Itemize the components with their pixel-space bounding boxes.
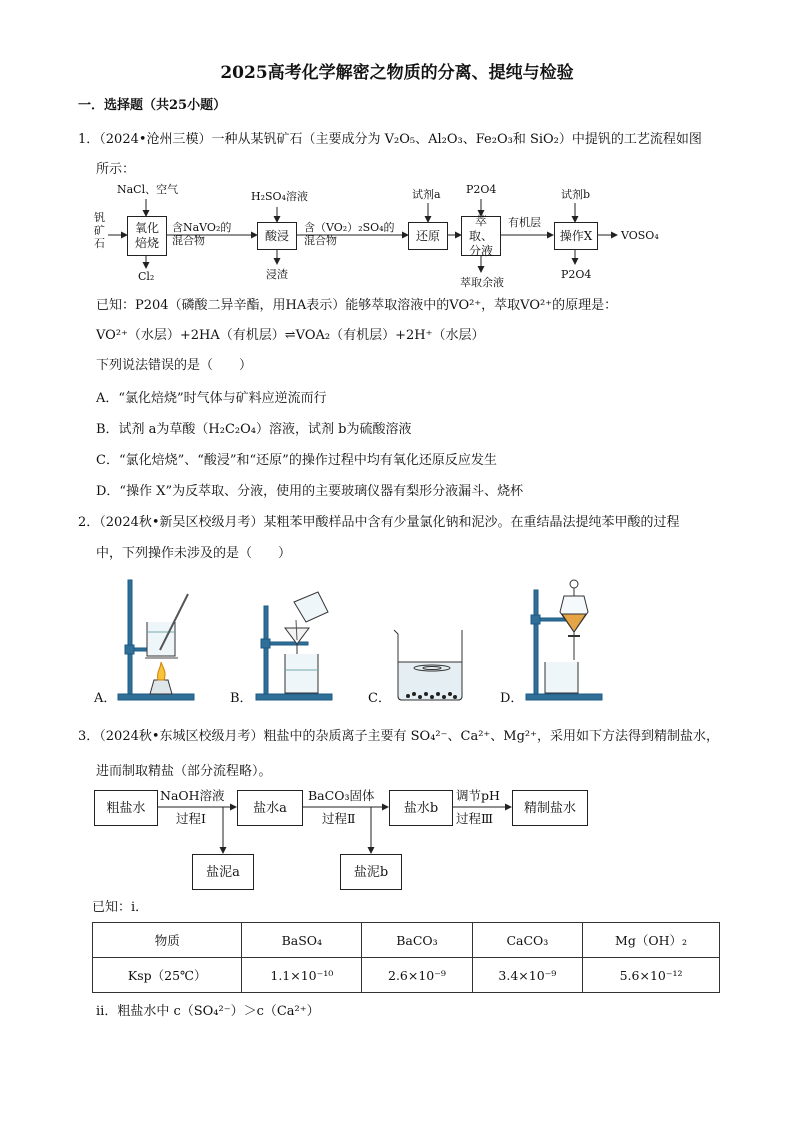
q3-step2-reagent: BaCO₃固体: [308, 788, 375, 803]
table-cell: Mg（OH）₂: [583, 923, 720, 958]
q3-step3-label: 过程Ⅲ: [456, 811, 494, 826]
table-cell: CaCO₃: [472, 923, 582, 958]
q1-option-d: D．“操作 X”为反萃取、分液，使用的主要玻璃仪器有梨形分液漏斗、烧杯: [96, 484, 524, 499]
q3-box-brine-a: 盐水a: [237, 790, 303, 826]
q2-stem-line2: 中，下列操作未涉及的是（ ）: [96, 546, 292, 561]
q3-step1-label: 过程Ⅰ: [176, 811, 206, 826]
q1-opx-output: P2O4: [561, 268, 592, 281]
table-cell: 物质: [93, 923, 242, 958]
table-cell: 3.4×10⁻⁹: [472, 958, 582, 993]
page-title: 2025高考化学解密之物质的分离、提纯与检验: [220, 63, 574, 83]
q3-stem-line2: 进而制取精盐（部分流程略）。: [96, 764, 272, 779]
q1-option-b: B．试剂 a为草酸（H₂C₂O₄）溶液，试剂 b为硫酸溶液: [96, 422, 412, 437]
q1-organic-layer: 有机层: [508, 216, 541, 229]
q3-box-mud-b: 盐泥b: [340, 854, 402, 890]
q1-leach-output: 浸渣: [266, 268, 288, 281]
q1-option-a: A．“氯化焙烧”时气体与矿料应逆流而行: [96, 391, 327, 406]
table-cell: 5.6×10⁻¹²: [583, 958, 720, 993]
table-cell: 1.1×10⁻¹⁰: [242, 958, 362, 993]
q1-box-opx: 操作X: [554, 222, 598, 250]
q1-box-extract-label: 萃取、分液: [468, 213, 493, 258]
q1-mix2-label: 含（VO₂）₂SO₄的混合物: [304, 221, 395, 247]
q3-known-i: 已知：ⅰ．: [92, 900, 149, 915]
q1-roast-input: NaCl、空气: [117, 183, 179, 196]
q3-box-mud-a: 盐泥a: [192, 854, 254, 890]
table-header-row: [93, 923, 720, 958]
q3-box-refined: 精制盐水: [512, 790, 588, 826]
table-cell: 2.6×10⁻⁹: [362, 958, 472, 993]
q1-known-line1: 已知：P204（磷酸二异辛酯，用HA表示）能够萃取溶液中的VO²⁺，萃取VO²⁺的原理是：: [96, 298, 618, 313]
q1-known-equation: VO²⁺（水层）+2HA（有机层）⇌VOA₂（有机层）+2H⁺（水层）: [96, 328, 485, 343]
table-cell: BaCO₃: [362, 923, 472, 958]
q1-reduce-input: 试剂a: [412, 188, 441, 201]
q3-step1-reagent: NaOH溶液: [160, 788, 225, 803]
q1-box-leach: 酸浸: [257, 222, 297, 250]
q1-extract-output: 萃取余液: [460, 276, 504, 289]
q2-label-c: C．: [368, 691, 391, 706]
q1-leach-input: H₂SO₄溶液: [251, 190, 308, 203]
q1-extract-input: P2O4: [466, 183, 497, 196]
q3-box-brine-b: 盐水b: [389, 790, 453, 826]
q1-opx-input: 试剂b: [561, 188, 591, 201]
q3-stem-line1: 3．（2024秋•东城区校级月考）粗盐中的杂质离子主要有 SO₄²⁻、Ca²⁺、Mg²⁺，采用如下方法得到精制盐水，: [78, 729, 719, 744]
q1-roast-output: Cl₂: [138, 270, 155, 283]
q1-ore-label: 钒矿石: [94, 211, 105, 250]
q1-stem-line1: 1．（2024•沧州三模）一种从某钒矿石（主要成分为 V₂O₅、Al₂O₃、Fe₂O₃和 SiO₂）中提钒的工艺流程如图: [78, 132, 702, 147]
q2-label-b: B．: [230, 691, 253, 706]
q1-box-roast-label: 氧化焙烧: [134, 221, 159, 250]
table-cell: BaSO₄: [242, 923, 362, 958]
q1-mix1-label: 含NaVO₂的混合物: [172, 221, 232, 247]
q3-ksp-table: [92, 922, 720, 993]
q3-step3-reagent: 调节pH: [456, 788, 500, 803]
q2-label-a: A．: [94, 691, 117, 706]
q3-step2-label: 过程Ⅱ: [322, 811, 356, 826]
q2-label-d: D．: [500, 691, 524, 706]
q1-option-c: C．“氯化焙烧”、“酸浸”和“还原”的操作过程中均有氧化还原反应发生: [96, 453, 497, 468]
q3-known-ii: ⅱ．粗盐水中 c（SO₄²⁻）＞c（Ca²⁺）: [96, 1004, 320, 1019]
section-heading: 一．选择题（共25小题）: [78, 98, 227, 113]
q3-box-crude: 粗盐水: [94, 790, 158, 826]
q2-stem-line1: 2．（2024秋•新吴区校级月考）某粗苯甲酸样品中含有少量氯化钠和泥沙。在重结晶法提纯苯甲酸的过程: [78, 515, 680, 530]
table-row: [93, 958, 720, 993]
q1-stem-line2: 所示：: [96, 162, 136, 177]
q1-box-reduce: 还原: [408, 222, 448, 250]
q1-ask: 下列说法错误的是（ ）: [96, 358, 253, 373]
table-cell: Ksp（25℃）: [93, 958, 242, 993]
q1-product: VOSO₄: [621, 229, 659, 242]
